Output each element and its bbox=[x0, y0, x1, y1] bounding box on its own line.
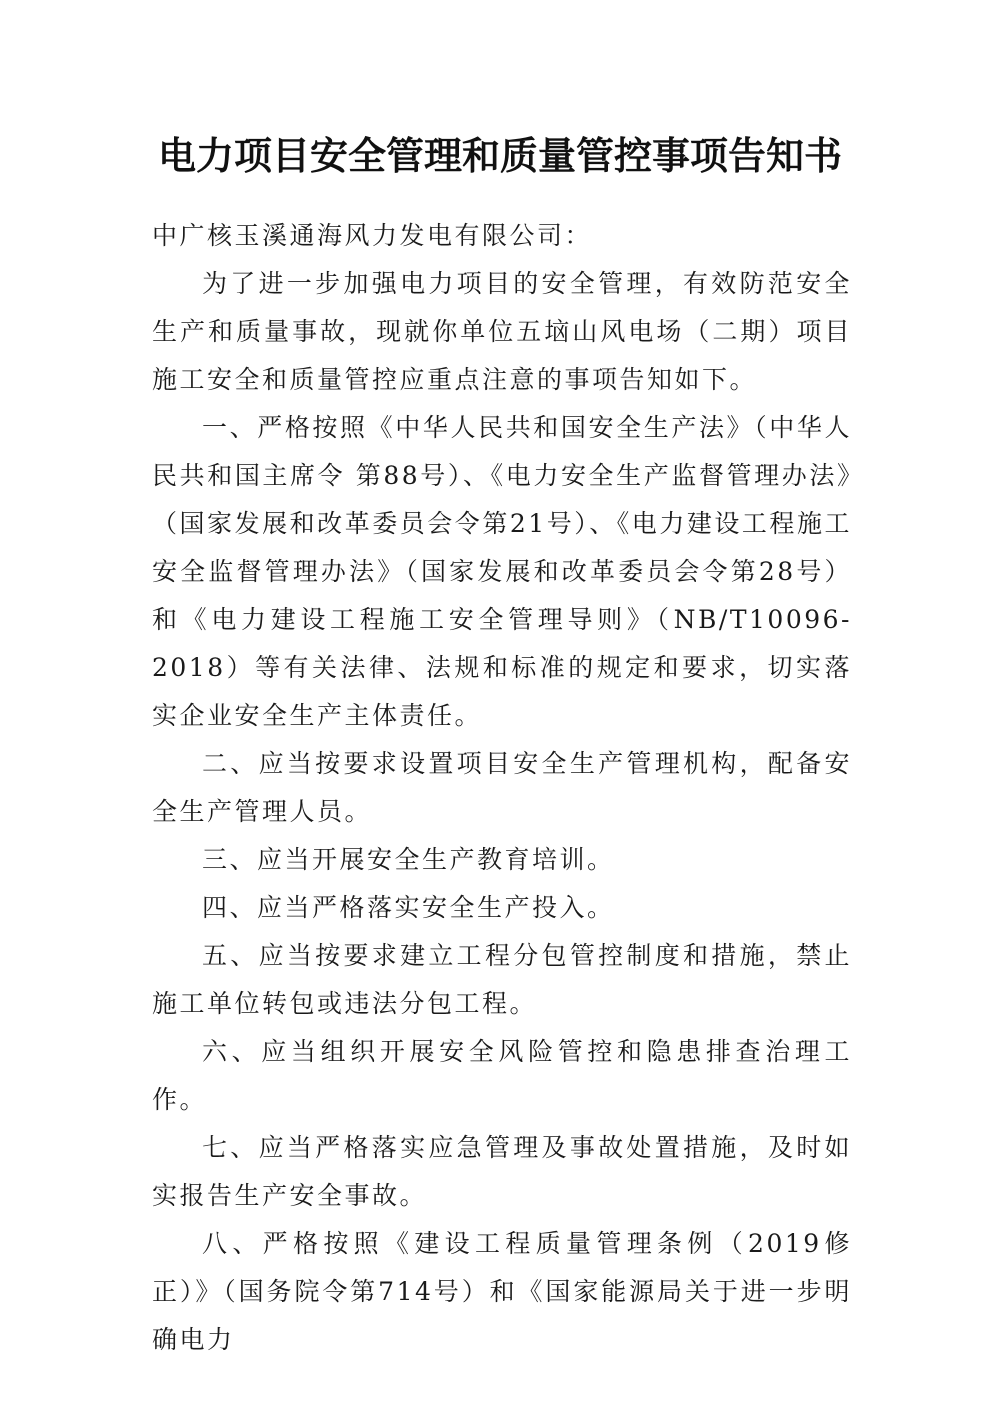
paragraph-item-3: 三、应当开展安全生产教育培训。 bbox=[202, 845, 615, 874]
paragraph-item-1: 一、严格按照《中华人民共和国安全生产法》（中华人民共和国主席令 第88号）、《电力安全生产监督管理办法》（国家发展和改革委员会令第21号）、《电力建设工程施工安全监督管理办法》（国家发展和改革委员会令第28号）和《电力建设工程施工安全管理导则》（NB/T10096-2018）等有关法律、法规和标准的规定和要求，切实落实企业安全生产主体责任。 bbox=[152, 413, 852, 730]
document-body bbox=[152, 212, 852, 1364]
paragraph-item-8: 八、严格按照《建设工程质量管理条例（2019修正）》（国务院令第714号）和《国家能源局关于进一步明确电力 bbox=[152, 1229, 852, 1354]
salutation: 中广核玉溪通海风力发电有限公司： bbox=[152, 221, 593, 250]
paragraph-item-2: 二、应当按要求设置项目安全生产管理机构，配备安全生产管理人员。 bbox=[152, 749, 852, 826]
document-title: 电力项目安全管理和质量管控事项告知书 bbox=[157, 133, 842, 178]
paragraph-item-4: 四、应当严格落实安全生产投入。 bbox=[202, 893, 615, 922]
paragraph-item-5: 五、应当按要求建立工程分包管控制度和措施，禁止施工单位转包或违法分包工程。 bbox=[152, 941, 852, 1018]
paragraph-item-7: 七、应当严格落实应急管理及事故处置措施，及时如实报告生产安全事故。 bbox=[152, 1133, 852, 1210]
paragraph-intro: 为了进一步加强电力项目的安全管理，有效防范安全生产和质量事故，现就你单位五垴山风电场（二期）项目施工安全和质量管控应重点注意的事项告知如下。 bbox=[152, 269, 852, 394]
paragraph-item-6: 六、应当组织开展安全风险管控和隐患排查治理工作。 bbox=[152, 1037, 852, 1114]
